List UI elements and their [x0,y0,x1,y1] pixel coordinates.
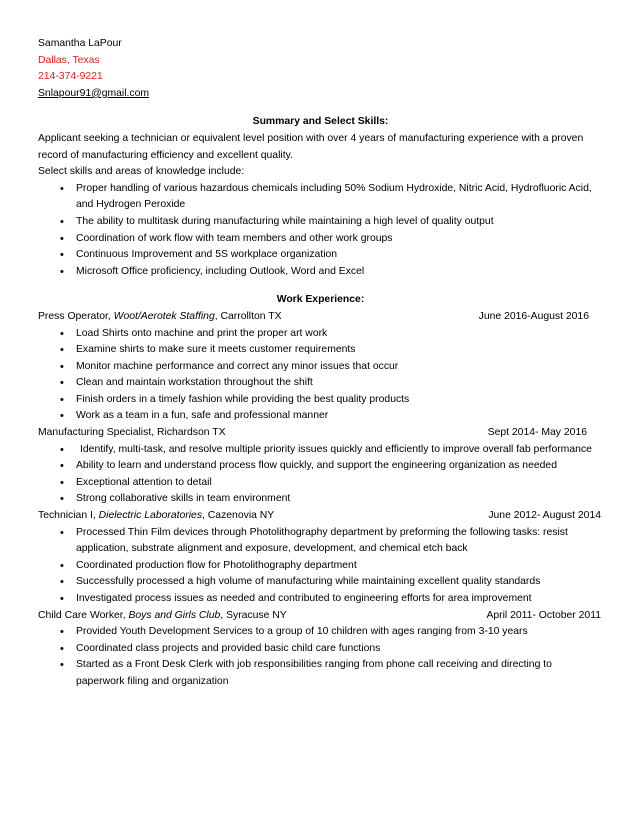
job-bullet: • Work as a team in a fun, safe and professional manner [38,408,603,425]
job-bullet: • Provided Youth Development Services to a group of 10 children with ages ranging from 3-10 years [38,624,603,641]
job-bullet: • Coordinated class projects and provided basic child care functions [38,641,603,658]
job-bullets [38,624,603,690]
job-header [38,508,603,525]
skill-item: • The ability to multitask during manufacturing while maintaining a high level of quality output [38,214,603,231]
job-dates: April 2011- October 2011 [486,609,601,621]
job-bullet: • Identify, multi-task, and resolve multiple priority issues quickly and efficiently to improve overall fab performance [38,442,603,459]
job-bullet: • Exceptional attention to detail [38,475,603,492]
job-title: Child Care Worker, Boys and Girls Club, Syracuse NY [38,609,287,621]
job-bullet: • Clean and maintain workstation throughout the shift [38,375,603,392]
job-title: Press Operator, Woot/Aerotek Staffing, Carrollton TX [38,310,282,322]
work-heading: Work Experience: [276,294,365,306]
job-title: Technician I, Dielectric Laboratories, Cazenovia NY [38,510,275,522]
skill-item: • Coordination of work flow with team members and other work groups [38,231,603,248]
job-header [38,425,603,442]
job-bullet: • Strong collaborative skills in team environment [38,491,603,508]
contact-email-link[interactable]: Snlapour91@gmail.com [38,87,150,99]
job-bullet: • Coordinated production flow for Photolithography department [38,558,603,575]
job-dates: June 2016-August 2016 [478,310,589,322]
job-header [38,608,603,625]
job-bullets [38,326,603,426]
skill-item: • Microsoft Office proficiency, including Outlook, Word and Excel [38,264,603,281]
job-bullet: • Processed Thin Film devices through Photolithography department by preforming the following tasks: resist application, substrate alignment and exposure, development, and chemical etch back [38,525,603,558]
contact-phone: 214-374-9221 [38,71,103,83]
job-bullet: • Started as a Front Desk Clerk with job responsibilities ranging from phone call receiving and directing to paperwork filing and organization [38,657,603,690]
skills-list [38,181,603,281]
job-dates: June 2012- August 2014 [488,510,601,522]
job-bullet: • Examine shirts to make sure it meets customer requirements [38,342,603,359]
job-title: Manufacturing Specialist, Richardson TX [38,427,226,439]
resume-page [38,36,603,691]
skills-intro: Select skills and areas of knowledge include: [38,166,245,178]
summary-heading: Summary and Select Skills: [252,116,389,128]
contact-location: Dallas, Texas [38,54,100,66]
job-bullets [38,525,603,608]
skill-item: • Proper handling of various hazardous chemicals including 50% Sodium Hydroxide, Nitric Acid, Hydrofluoric Acid, and Hydrogen Peroxide [38,181,603,214]
job-bullet: • Successfully processed a high volume of manufacturing while maintaining excellent quality standards [38,574,603,591]
job-bullets [38,442,603,508]
job-bullet: • Load Shirts onto machine and print the proper art work [38,326,603,343]
job-dates: Sept 2014- May 2016 [487,427,587,439]
summary-intro: Applicant seeking a technician or equivalent level position with over 4 years of manufacturing experience with a proven record of manufacturing efficiency and excellent quality. [38,132,584,161]
job-bullet: • Ability to learn and understand process flow quickly, and support the engineering organization as needed [38,458,603,475]
skill-item: • Continuous Improvement and 5S workplace organization [38,247,603,264]
job-header [38,309,603,326]
job-bullet: • Finish orders in a timely fashion while providing the best quality products [38,392,603,409]
job-bullet: • Investigated process issues as needed and contributed to engineering efforts for area improvement [38,591,603,608]
contact-name: Samantha LaPour [38,38,122,49]
job-bullet: • Monitor machine performance and correct any minor issues that occur [38,359,603,376]
